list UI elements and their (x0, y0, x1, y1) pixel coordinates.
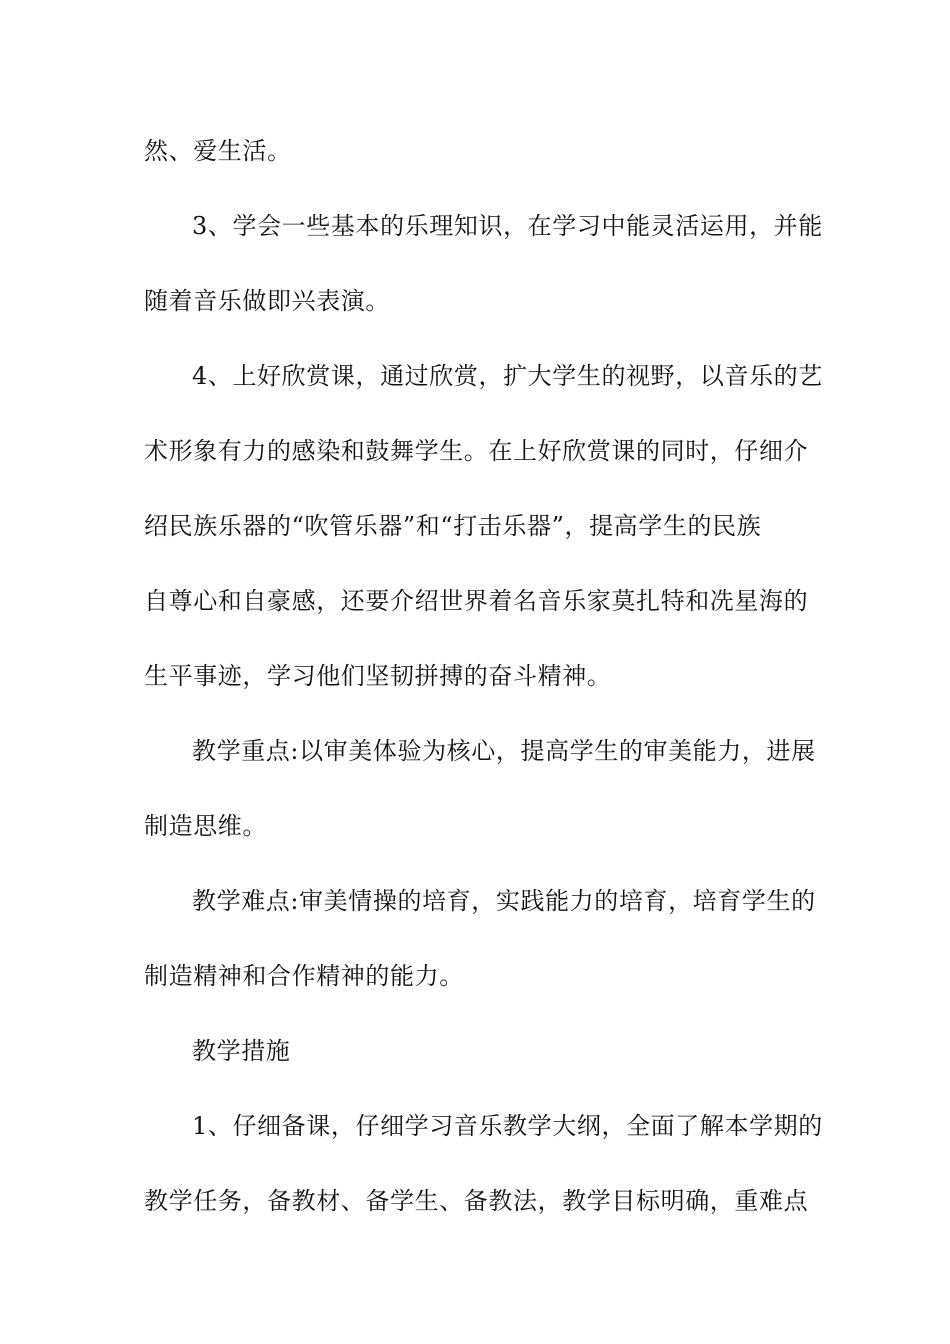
text-line: 自尊心和自豪感，还要介绍世界着名音乐家莫扎特和冼星海的 (144, 587, 809, 615)
text-line: 教学任务，备教材、备学生、备教法，教学目标明确，重难点 (144, 1187, 809, 1215)
text-line: 生平事迹，学习他们坚韧拼搏的奋斗精神。 (144, 662, 612, 690)
text-line: 4、上好欣赏课，通过欣赏，扩大学生的视野，以音乐的艺 (192, 362, 823, 390)
text-line: 1、仔细备课，仔细学习音乐教学大纲，全面了解本学期的 (192, 1112, 823, 1140)
text-line: 教学重点:以审美体验为核心，提高学生的审美能力，进展 (192, 737, 816, 765)
text-line: 术形象有力的感染和鼓舞学生。在上好欣赏课的同时，仔细介 (144, 437, 809, 465)
text-line: 绍民族乐器的“吹管乐器”和“打击乐器”，提高学生的民族 (144, 512, 762, 540)
text-line: 3、学会一些基本的乐理知识，在学习中能灵活运用，并能 (192, 212, 823, 240)
text-line: 教学难点:审美情操的培育，实践能力的培育，培育学生的 (192, 887, 816, 915)
text-line: 制造精神和合作精神的能力。 (144, 962, 464, 990)
text-line: 制造思维。 (144, 812, 267, 840)
text-line: 随着音乐做即兴表演。 (144, 287, 390, 315)
section-heading: 教学措施 (192, 1037, 291, 1065)
text-line: 然、爱生活。 (144, 137, 292, 165)
